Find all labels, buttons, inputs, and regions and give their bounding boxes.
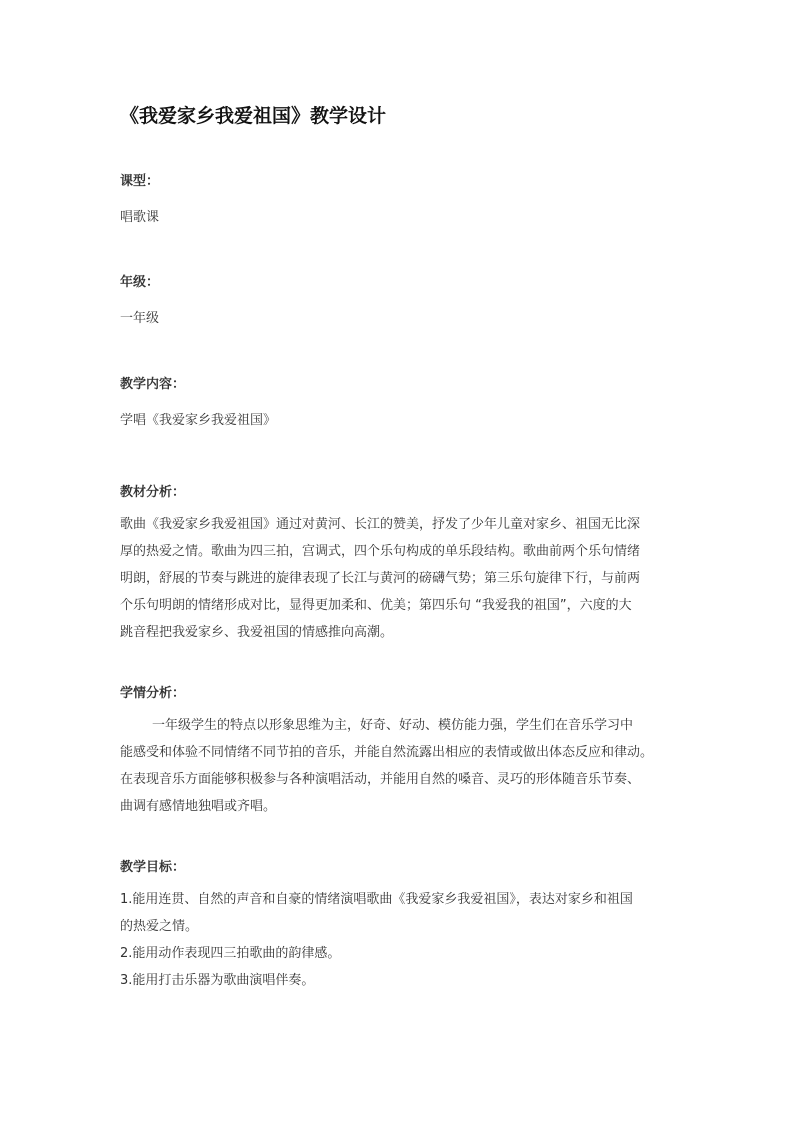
grade-value: 一年级: [120, 311, 160, 326]
material-analysis-line: 厚的热爱之情。歌曲为四三拍，宫调式，四个乐句构成的单乐段结构。歌曲前两个乐句情绪: [120, 544, 641, 559]
objectives-list: [120, 886, 680, 994]
objective-item: 3.能用打击乐器为歌曲演唱伴奏。: [120, 973, 315, 988]
content-label: 教学内容：: [120, 377, 186, 392]
student-analysis-line: 在表现音乐方面能够积极参与各种演唱活动，并能用自然的嗓音、灵巧的形体随音乐节奏、: [120, 772, 641, 787]
material-analysis-label: 教材分析：: [120, 485, 186, 500]
student-analysis-line: 能感受和体验不同情绪不同节拍的音乐，并能自然流露出相应的表情或做出体态反应和律动。: [120, 745, 654, 760]
lesson-type-label: 课型：: [120, 174, 160, 189]
lesson-type-value: 唱歌课: [120, 210, 160, 225]
material-analysis-line: 明朗，舒展的节奏与跳进的旋律表现了长江与黄河的磅礴气势；第三乐句旋律下行，与前两: [120, 571, 641, 586]
material-analysis-paragraph: [120, 511, 680, 646]
grade-label: 年级：: [120, 275, 160, 290]
content-value: 学唱《我爱家乡我爱祖国》: [120, 413, 277, 428]
material-analysis-line: 个乐句明朗的情绪形成对比，显得更加柔和、优美；第四乐句 “我爱我的祖国”，六度的大: [120, 598, 632, 613]
student-analysis-line: 曲调有感情地独唱或齐唱。: [120, 799, 277, 814]
objective-item: 1.能用连贯、自然的声音和自豪的情绪演唱歌曲《我爱家乡我爱祖国》，表达对家乡和祖国: [120, 892, 633, 907]
student-analysis-label: 学情分析：: [120, 686, 186, 701]
material-analysis-line: 歌曲《我爱家乡我爱祖国》通过对黄河、长江的赞美，抒发了少年儿童对家乡、祖国无比深: [120, 517, 641, 532]
document-title: 《我爱家乡我爱祖国》教学设计: [120, 105, 387, 127]
objective-item: 2.能用动作表现四三拍歌曲的韵律感。: [120, 946, 341, 961]
material-analysis-line: 跳音程把我爱家乡、我爱祖国的情感推向高潮。: [120, 625, 394, 640]
objectives-label: 教学目标：: [120, 860, 186, 875]
objective-item-continuation: 的热爱之情。: [120, 919, 199, 934]
student-analysis-paragraph: [120, 712, 680, 820]
student-analysis-line: 一年级学生的特点以形象思维为主，好奇、好动、模仿能力强，学生们在音乐学习中: [152, 718, 634, 733]
